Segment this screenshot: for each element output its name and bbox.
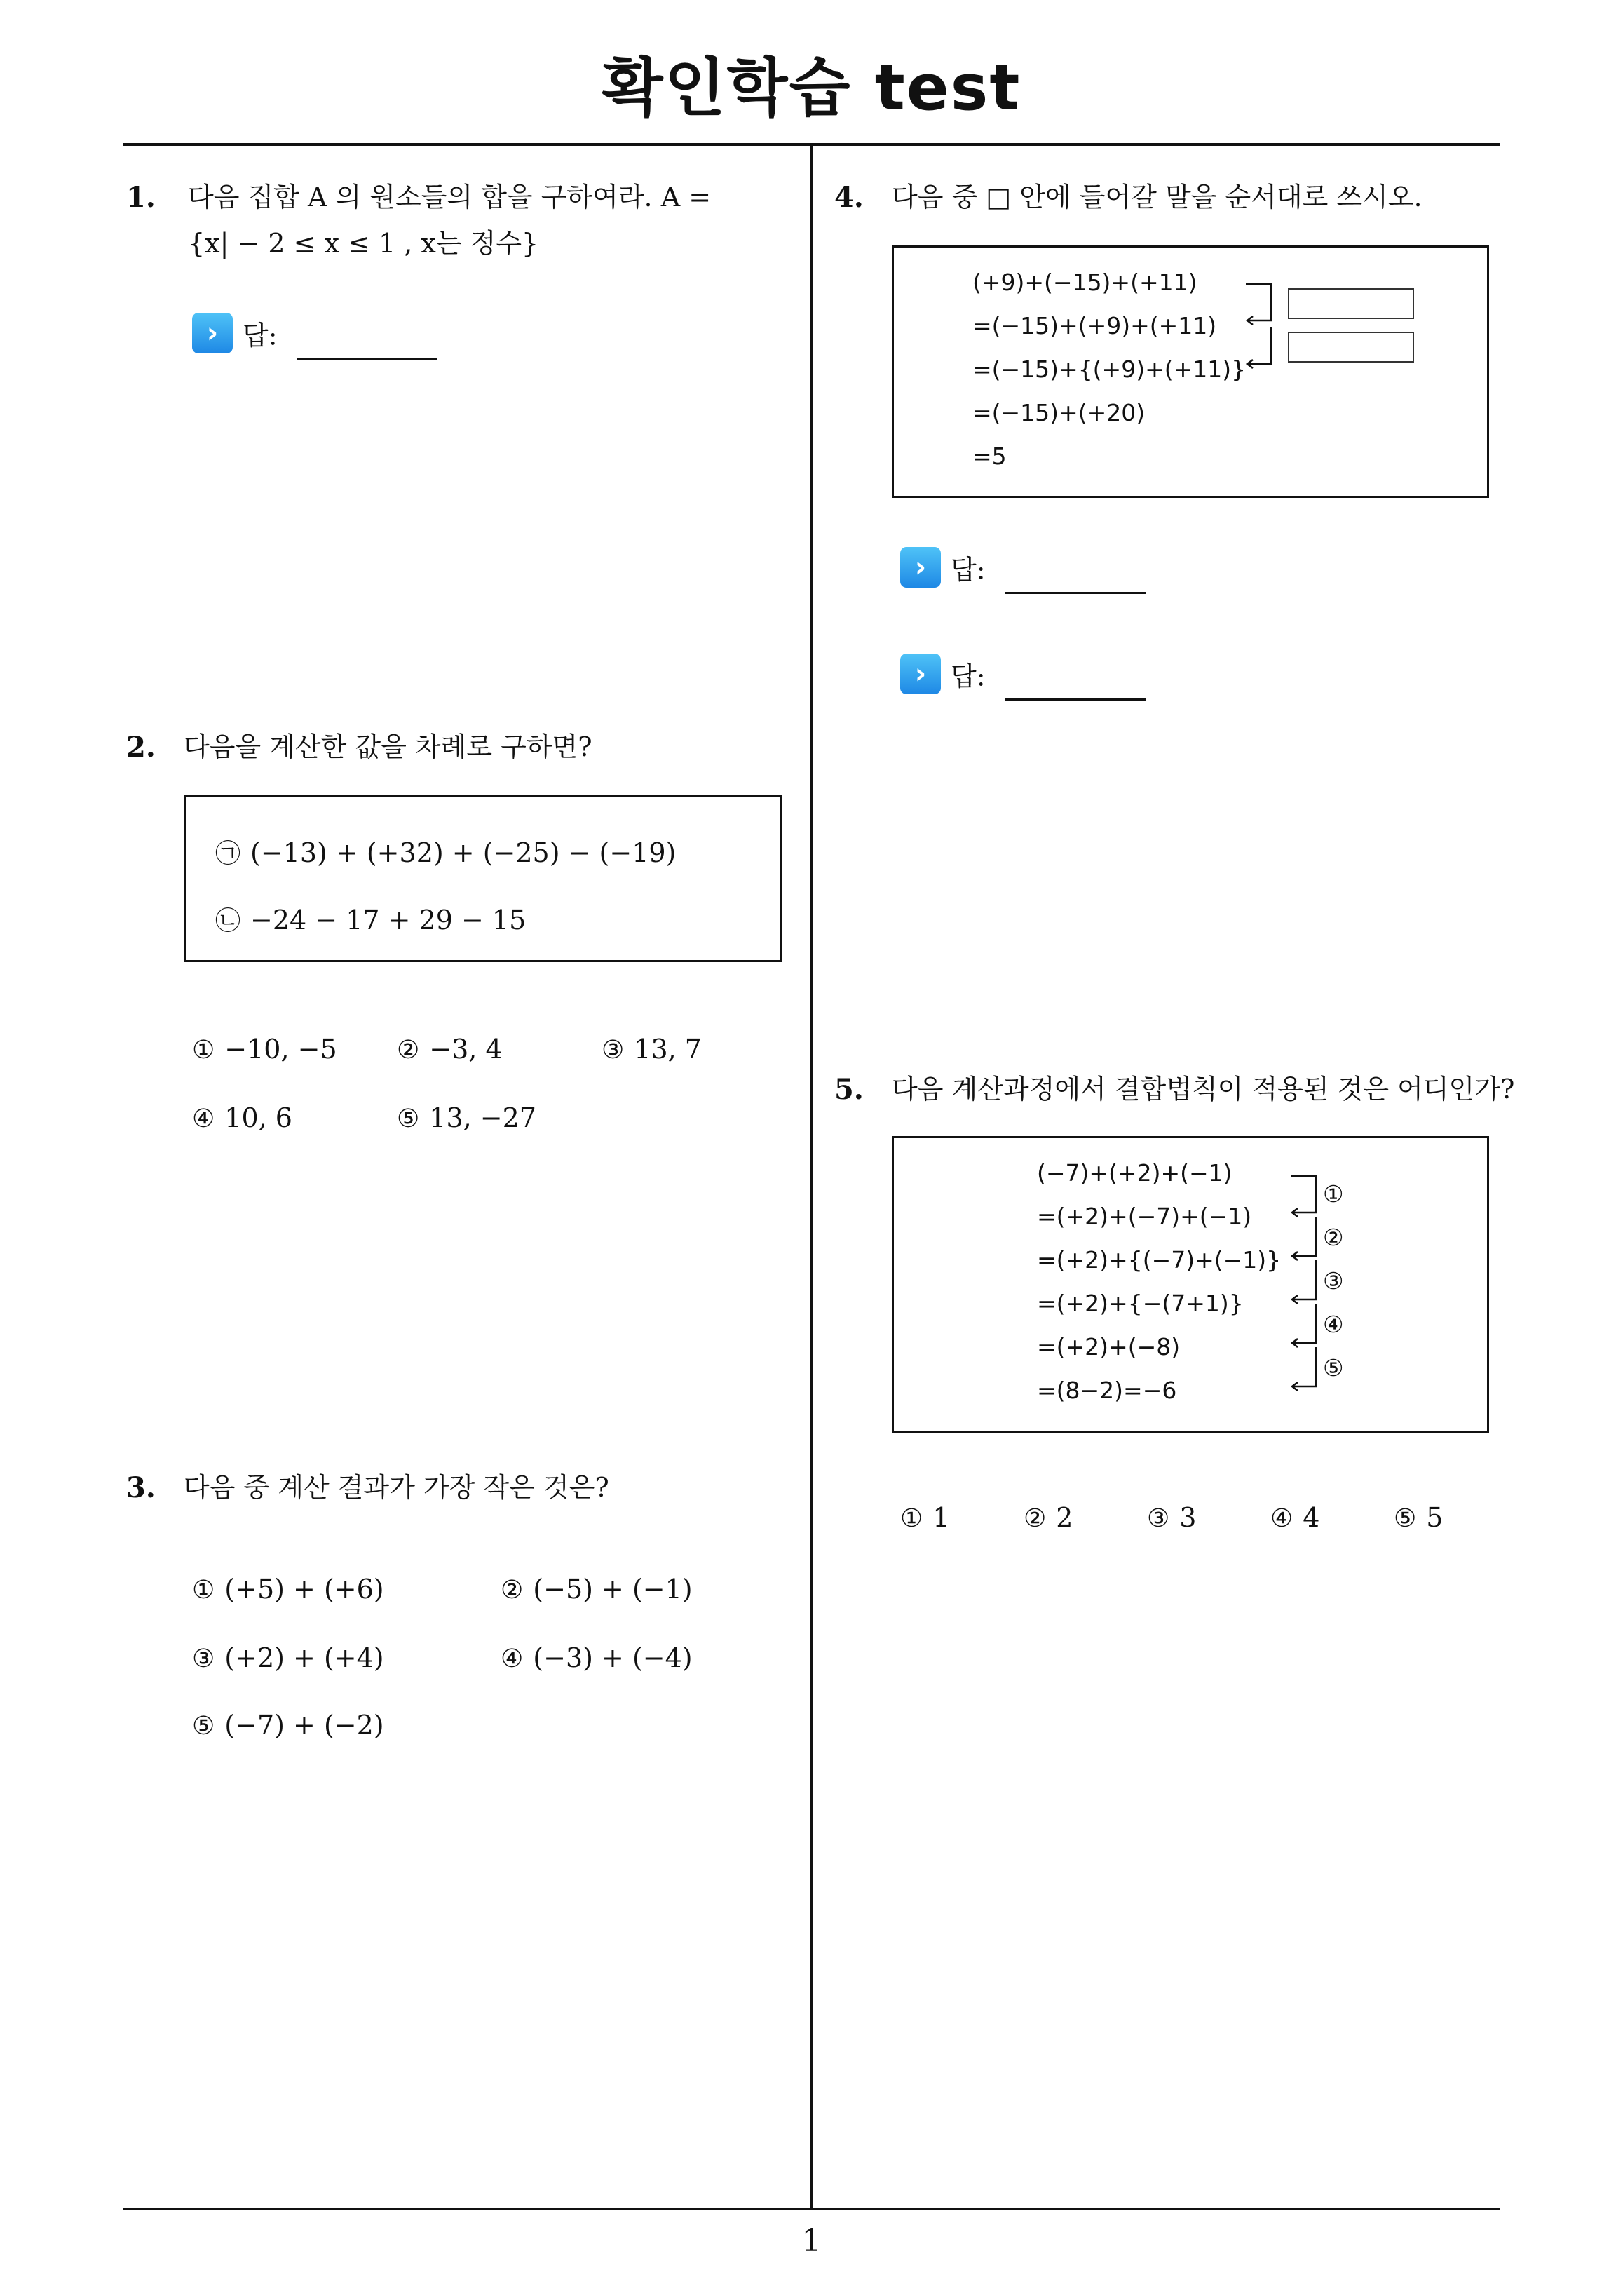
question-number: 3. <box>126 1471 156 1504</box>
answer-label: 답: <box>951 554 986 586</box>
choice-mark: ① <box>192 1036 215 1065</box>
choice-option[interactable] <box>397 1102 536 1133</box>
calc-line: =(−15)+(+20) <box>972 399 1146 426</box>
choice-option[interactable] <box>192 1102 292 1133</box>
calc-line: =(8−2)=−6 <box>1037 1377 1177 1404</box>
answer-blank[interactable] <box>297 358 437 360</box>
calc-line: =(+2)+(−7)+(−1) <box>1037 1203 1252 1230</box>
answer-field[interactable] <box>900 547 1153 589</box>
choice-text: 13, −27 <box>429 1102 536 1133</box>
calc-line: (+9)+(−15)+(+11) <box>972 269 1197 296</box>
calc-line: =(+2)+{−(7+1)} <box>1037 1290 1244 1317</box>
choice-mark: ④ <box>1270 1504 1293 1533</box>
choice-mark: ⑤ <box>397 1105 420 1133</box>
choice-text: 5 <box>1426 1502 1444 1533</box>
step-mark: ⑤ <box>1323 1354 1344 1382</box>
choice-mark: ② <box>501 1576 524 1605</box>
step-mark: ④ <box>1323 1311 1344 1338</box>
chevron-right-icon: › <box>900 547 941 588</box>
footer-rule <box>123 2208 1500 2210</box>
question-text-line: 다음 집합 A 의 원소들의 합을 구하여라. A = <box>188 182 712 212</box>
choice-mark: ① <box>192 1576 215 1605</box>
choice-option[interactable] <box>501 1642 693 1673</box>
choice-text: −10, −5 <box>224 1034 337 1065</box>
choice-text: (−7) + (−2) <box>224 1710 384 1741</box>
choice-mark: ② <box>1024 1504 1047 1533</box>
answer-blank[interactable] <box>1005 698 1146 701</box>
item-mark: ㉠ <box>215 839 241 868</box>
choice-option[interactable] <box>1024 1502 1073 1533</box>
choice-mark: ② <box>397 1036 420 1065</box>
calculation-box <box>892 245 1489 498</box>
choice-mark: ⑤ <box>1394 1504 1417 1533</box>
choice-text: 1 <box>932 1502 950 1533</box>
choice-text: 13, 7 <box>634 1034 702 1065</box>
calc-line: (−7)+(+2)+(−1) <box>1037 1159 1232 1187</box>
choice-text: (+2) + (+4) <box>224 1642 384 1673</box>
choice-option[interactable] <box>1270 1502 1319 1533</box>
choice-option[interactable] <box>192 1642 384 1673</box>
answer-blank[interactable] <box>1005 592 1146 594</box>
question-text-line: {x| − 2 ≤ x ≤ 1 , x는 정수} <box>188 228 539 259</box>
choice-text: (−3) + (−4) <box>533 1642 693 1673</box>
question-text: 다음을 계산한 값을 차례로 구하면? <box>184 731 592 762</box>
question-number: 4. <box>834 181 864 214</box>
answer-field[interactable] <box>192 313 444 355</box>
column-divider <box>810 144 813 2209</box>
step-bracket-arrows <box>1289 1170 1322 1402</box>
step-mark: ② <box>1323 1224 1344 1251</box>
question-text: 다음 중 계산 결과가 가장 작은 것은? <box>184 1472 609 1503</box>
choice-mark: ③ <box>602 1036 625 1065</box>
choice-text: 3 <box>1179 1502 1197 1533</box>
calc-line: =(+2)+{(−7)+(−1)} <box>1037 1246 1282 1274</box>
calc-line: =(+2)+(−8) <box>1037 1333 1181 1360</box>
choice-text: −3, 4 <box>429 1034 503 1065</box>
step-mark: ③ <box>1323 1267 1344 1295</box>
calculation-box <box>892 1136 1489 1433</box>
choice-mark: ⑤ <box>192 1712 215 1741</box>
choice-option[interactable] <box>1394 1502 1443 1533</box>
question-text <box>188 174 798 266</box>
choice-mark: ④ <box>192 1105 215 1133</box>
question-number: 1. <box>126 181 156 214</box>
question-number: 2. <box>126 731 156 764</box>
choice-option[interactable] <box>501 1574 693 1605</box>
item-mark: ㉡ <box>215 907 241 936</box>
choice-option[interactable] <box>602 1034 702 1065</box>
choice-option[interactable] <box>192 1574 384 1605</box>
question-text: 다음 계산과정에서 결합법칙이 적용된 것은 어디인가? <box>892 1074 1515 1105</box>
expression-item <box>215 901 526 937</box>
choice-text: 2 <box>1056 1502 1073 1533</box>
answer-field[interactable] <box>900 654 1153 696</box>
fill-in-box[interactable] <box>1288 332 1414 363</box>
step-bracket-arrows <box>1244 276 1286 381</box>
page-title: 확인학습 test <box>602 51 1021 125</box>
choice-text: (−5) + (−1) <box>533 1574 693 1605</box>
calc-line: =5 <box>972 443 1007 470</box>
expression-box <box>184 795 782 962</box>
choice-option[interactable] <box>397 1034 503 1065</box>
choice-option[interactable] <box>192 1710 384 1741</box>
question-number: 5. <box>834 1073 864 1106</box>
choice-mark: ① <box>900 1504 923 1533</box>
page-number: 1 <box>801 2223 822 2259</box>
question-text: 다음 중 □ 안에 들어갈 말을 순서대로 쓰시오. <box>892 182 1422 212</box>
answer-label: 답: <box>951 661 986 692</box>
choice-option[interactable] <box>192 1034 337 1065</box>
choice-option[interactable] <box>900 1502 949 1533</box>
choice-mark: ③ <box>1147 1504 1170 1533</box>
calc-line: =(−15)+(+9)+(+11) <box>972 312 1217 339</box>
choice-text: 10, 6 <box>224 1102 292 1133</box>
choice-text: 4 <box>1303 1502 1320 1533</box>
expression-item <box>215 834 676 870</box>
choice-text: (+5) + (+6) <box>224 1574 384 1605</box>
item-expression: −24 − 17 + 29 − 15 <box>250 905 527 936</box>
step-mark: ① <box>1323 1180 1344 1208</box>
item-expression: (−13) + (+32) + (−25) − (−19) <box>250 837 677 868</box>
fill-in-box[interactable] <box>1288 288 1414 319</box>
answer-label: 답: <box>243 320 278 351</box>
chevron-right-icon: › <box>900 654 941 694</box>
choice-option[interactable] <box>1147 1502 1196 1533</box>
choice-mark: ③ <box>192 1645 215 1673</box>
calc-line: =(−15)+{(+9)+(+11)} <box>972 356 1247 383</box>
chevron-right-icon: › <box>192 313 233 353</box>
choice-mark: ④ <box>501 1645 524 1673</box>
